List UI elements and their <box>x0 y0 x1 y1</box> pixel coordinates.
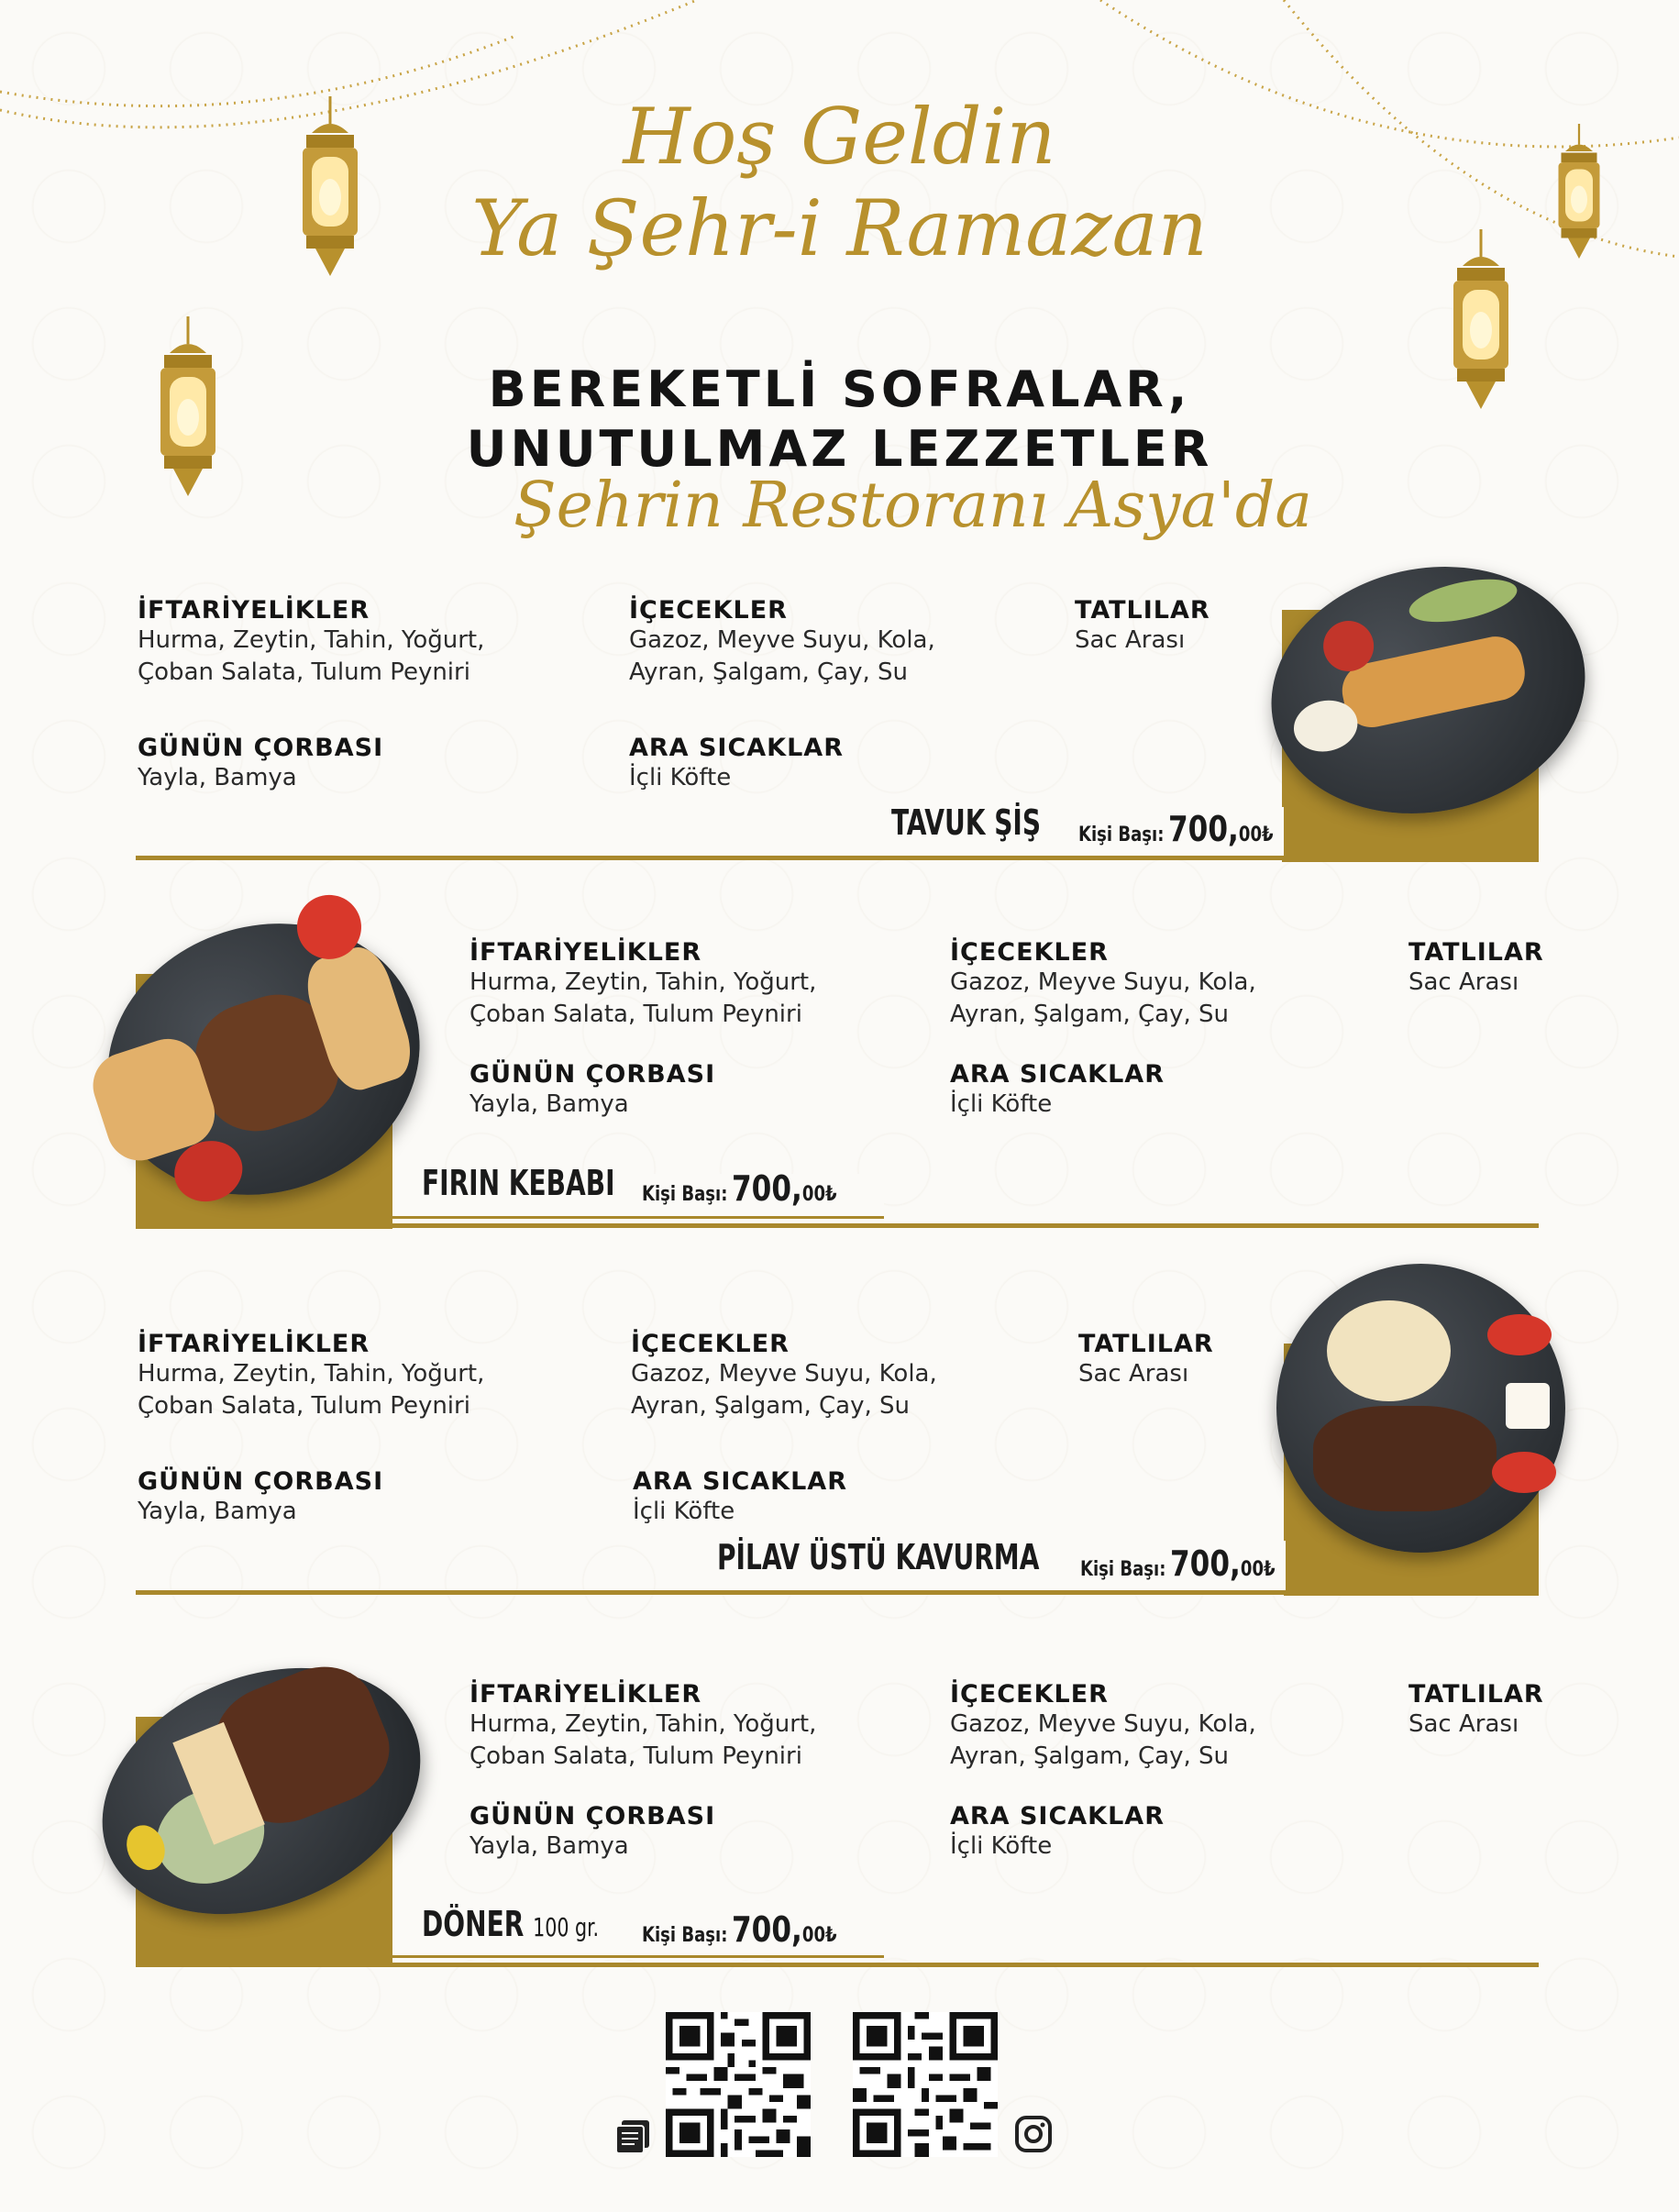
welcome-title-line1: Hoş Geldin <box>623 92 1056 182</box>
icecekler-line: Gazoz, Meyve Suyu, Kola, <box>950 1710 1256 1738</box>
icecekler-line: Ayran, Şalgam, Çay, Su <box>950 1742 1229 1770</box>
ara-sicaklar-title: ARA SICAKLAR <box>629 734 844 762</box>
tatlilar-title: TATLILAR <box>1078 1330 1214 1358</box>
ara-sicaklar-block <box>950 1060 1165 1121</box>
icecekler-line: Gazoz, Meyve Suyu, Kola, <box>950 968 1256 996</box>
tatlilar-block <box>1075 596 1210 657</box>
gold-underline <box>392 1216 884 1219</box>
icecekler-block <box>950 1680 1256 1773</box>
corba-block <box>469 1802 715 1863</box>
corba-line: Yayla, Bamya <box>138 764 297 791</box>
price-decimals: 00₺ <box>1240 1558 1276 1581</box>
iftariyelikler-line: Çoban Salata, Tulum Peyniri <box>469 1001 802 1028</box>
tatlilar-title: TATLILAR <box>1408 1680 1544 1709</box>
icecekler-line: Gazoz, Meyve Suyu, Kola, <box>629 626 935 654</box>
price-decimals: 00₺ <box>801 1183 837 1206</box>
instagram-icon[interactable] <box>1013 2114 1054 2154</box>
dish-title: PİLAV ÜSTÜ KAVURMA <box>717 1537 1040 1577</box>
tatlilar-title: TATLILAR <box>1408 938 1544 967</box>
corba-line: Yayla, Bamya <box>469 1090 629 1118</box>
dish-name <box>422 1163 615 1203</box>
icecekler-title: İÇECEKLER <box>631 1330 790 1358</box>
iftariyelikler-title: İFTARİYELİKLER <box>469 1680 702 1709</box>
dish-title: TAVUK ŞİŞ <box>891 802 1042 843</box>
ara-sicaklar-line: İçli Köfte <box>950 1832 1053 1860</box>
tatlilar-title: TATLILAR <box>1075 596 1210 625</box>
corba-block <box>138 1467 383 1528</box>
iftariyelikler-block <box>138 1330 484 1422</box>
iftariyelikler-line: Hurma, Zeytin, Tahin, Yoğurt, <box>138 1360 485 1388</box>
iftariyelikler-title: İFTARİYELİKLER <box>469 938 702 967</box>
tatlilar-line: Sac Arası <box>1078 1360 1189 1388</box>
icecekler-title: İÇECEKLER <box>950 938 1109 967</box>
dish-title: DÖNER <box>422 1904 525 1944</box>
icecekler-line: Gazoz, Meyve Suyu, Kola, <box>631 1360 937 1388</box>
price-label: Kişi Başı: <box>1078 824 1165 846</box>
iftariyelikler-line: Çoban Salata, Tulum Peyniri <box>469 1742 802 1770</box>
gold-divider <box>136 1223 1539 1228</box>
dish-name <box>422 1904 599 1944</box>
tatlilar-block <box>1408 938 1544 999</box>
price-value: 700, <box>1168 809 1239 849</box>
iftariyelikler-block <box>138 596 484 689</box>
iftariyelikler-block <box>469 1680 816 1773</box>
price-value: 700, <box>732 1909 802 1950</box>
menu-book-icon[interactable] <box>614 2118 655 2155</box>
tatlilar-line: Sac Arası <box>1408 1710 1519 1738</box>
corba-title: GÜNÜN ÇORBASI <box>138 1467 384 1496</box>
gold-underline <box>392 1955 884 1958</box>
instagram-qr-code[interactable] <box>853 2012 998 2157</box>
price <box>1078 809 1274 849</box>
ara-sicaklar-title: ARA SICAKLAR <box>950 1802 1165 1830</box>
iftariyelikler-line: Hurma, Zeytin, Tahin, Yoğurt, <box>469 968 817 996</box>
price-label: Kişi Başı: <box>1080 1558 1166 1581</box>
gold-divider <box>136 1590 1539 1595</box>
icecekler-title: İÇECEKLER <box>629 596 788 625</box>
icecekler-line: Ayran, Şalgam, Çay, Su <box>631 1392 910 1420</box>
corba-title: GÜNÜN ÇORBASI <box>469 1060 716 1089</box>
menu-qr-code[interactable] <box>666 2012 811 2157</box>
price-decimals: 00₺ <box>1238 824 1274 846</box>
icecekler-block <box>950 938 1256 1031</box>
icecekler-line: Ayran, Şalgam, Çay, Su <box>629 658 908 686</box>
price-value: 700, <box>1170 1543 1241 1584</box>
ara-sicaklar-title: ARA SICAKLAR <box>633 1467 847 1496</box>
iftariyelikler-line: Hurma, Zeytin, Tahin, Yoğurt, <box>138 626 485 654</box>
price-decimals: 00₺ <box>801 1924 837 1947</box>
price <box>642 1168 837 1209</box>
slogan-line1: BEREKETLİ SOFRALAR, <box>488 360 1191 418</box>
tatlilar-line: Sac Arası <box>1075 626 1186 654</box>
price-label: Kişi Başı: <box>642 1183 728 1206</box>
icecekler-title: İÇECEKLER <box>950 1680 1109 1709</box>
iftariyelikler-title: İFTARİYELİKLER <box>138 596 370 625</box>
gold-divider <box>136 856 1539 860</box>
ara-sicaklar-line: İçli Köfte <box>633 1498 735 1525</box>
slogan-line2: UNUTULMAZ LEZZETLER <box>466 420 1213 478</box>
tatlilar-block <box>1408 1680 1544 1741</box>
icecekler-block <box>631 1330 937 1422</box>
corba-title: GÜNÜN ÇORBASI <box>138 734 384 762</box>
ara-sicaklar-block <box>950 1802 1165 1863</box>
icecekler-block <box>629 596 935 689</box>
price-label: Kişi Başı: <box>642 1924 728 1947</box>
price-value: 700, <box>732 1168 802 1209</box>
iftariyelikler-line: Çoban Salata, Tulum Peyniri <box>138 658 470 686</box>
iftariyelikler-line: Hurma, Zeytin, Tahin, Yoğurt, <box>469 1710 817 1738</box>
corba-line: Yayla, Bamya <box>469 1832 629 1860</box>
slogan-line3: Şehrin Restoranı Asya'da <box>514 470 1312 542</box>
iftariyelikler-title: İFTARİYELİKLER <box>138 1330 370 1358</box>
ara-sicaklar-block <box>633 1467 847 1528</box>
corba-block <box>469 1060 715 1121</box>
ara-sicaklar-line: İçli Köfte <box>950 1090 1053 1118</box>
ara-sicaklar-title: ARA SICAKLAR <box>950 1060 1165 1089</box>
tatlilar-line: Sac Arası <box>1408 968 1519 996</box>
gold-divider <box>136 1963 1539 1967</box>
ara-sicaklar-line: İçli Köfte <box>629 764 732 791</box>
dish-title: FIRIN KEBABI <box>422 1163 615 1203</box>
ara-sicaklar-block <box>629 734 844 794</box>
tatlilar-block <box>1078 1330 1214 1390</box>
corba-line: Yayla, Bamya <box>138 1498 297 1525</box>
icecekler-line: Ayran, Şalgam, Çay, Su <box>950 1001 1229 1028</box>
price <box>1080 1543 1276 1584</box>
dish-name <box>891 802 1041 843</box>
iftariyelikler-block <box>469 938 816 1031</box>
dish-portion: 100 gr. <box>533 1912 600 1942</box>
iftariyelikler-line: Çoban Salata, Tulum Peyniri <box>138 1392 470 1420</box>
corba-block <box>138 734 383 794</box>
dish-name <box>717 1537 1039 1577</box>
welcome-title-line2: Ya Şehr-i Ramazan <box>471 183 1208 273</box>
corba-title: GÜNÜN ÇORBASI <box>469 1802 716 1830</box>
price <box>642 1909 837 1950</box>
dish-photo-pilav-ustu-kavurma <box>1276 1264 1565 1553</box>
